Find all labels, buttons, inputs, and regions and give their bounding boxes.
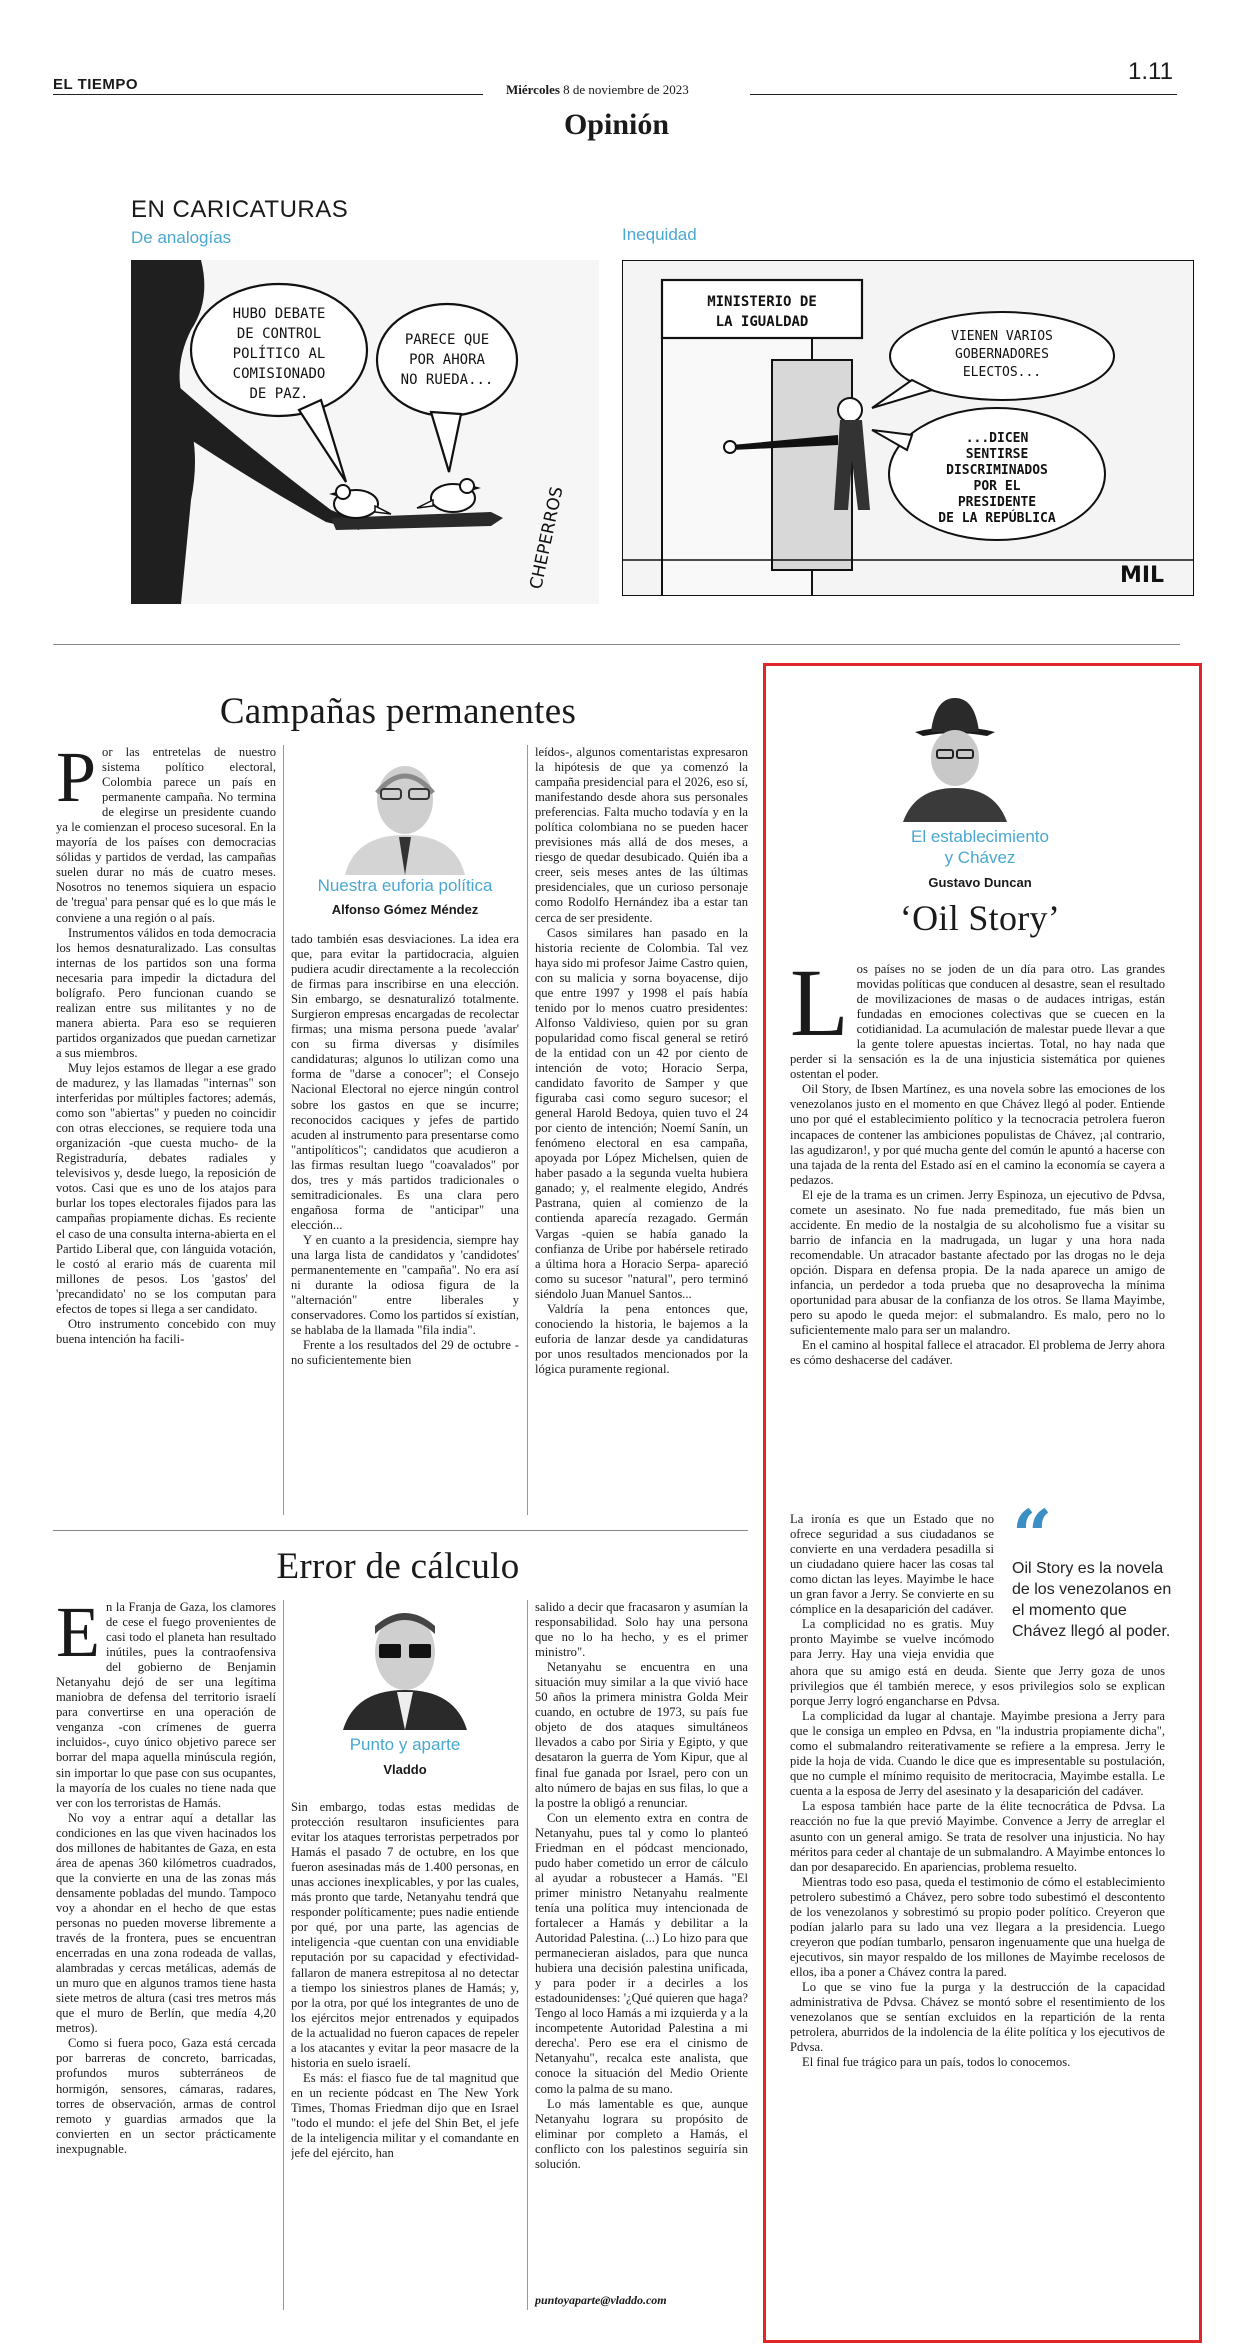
bubble-left-line-3: POLÍTICO AL [232, 346, 326, 362]
issue-date [506, 82, 689, 98]
article1-c1-p1 [56, 745, 276, 926]
article3-body-bottom [790, 1664, 1165, 2324]
article3-author: Gustavo Duncan [928, 875, 1032, 890]
bubble-top-line-1: VIENEN VARIOS [951, 329, 1053, 344]
bubble-top-line-3: ELECTOS... [962, 365, 1042, 380]
bubble-bottom-line-6: DE LA REPÚBLICA [938, 511, 1056, 526]
article3-p6: La complicidad da lugar al chantaje. Mayimbe presiona a Jerry para que le consiga un empleo en Pdvsa, en "la industria propiamente dicha", como el submalandro reiterativamente se refiere a la empresa. Jerry le pide la hoja de vida. Cuando le dice que es impresentable su postulación, que no cumple el mínimo requisito de meritocracia, Mayimbe estalla. Le cuenta a la esposa de Jerry del asesinato y la desaparición del cadáver. [790, 1709, 1165, 1799]
cartoon-right-signature: MIL [1119, 563, 1165, 588]
article1-column-3 [535, 745, 748, 1525]
article3-pull-quote [1012, 1494, 1182, 1642]
article2-c3-p1: salido a decir que fracasaron y asumían la responsabilidad. Solo hay una persona que no lo ha hecho, y es el primer ministro". [535, 1600, 748, 1660]
article2-rule-2 [527, 1600, 528, 2310]
article3-p7: La esposa también hace parte de la élite tecnocrática de Pdvsa. La reacción no fue la que previó Mayimbe. Convence a Jerry de arreglar el asunto con un general amigo. Se trata de resolver una injusticia. No hay méritos para ceder al chantaje de un submalandro. A Mayimbe entonces lo dan por desaparecido. En apariencias, problema resuelto. [790, 1799, 1165, 1874]
header-rule-right [750, 94, 1177, 95]
newspaper-name: EL TIEMPO [53, 76, 139, 93]
pull-quote-text: Oil Story es la novela de los venezolanos en el momento que Chávez llegó al poder. [1012, 1560, 1172, 1640]
article3-headline: ‘Oil Story’ [899, 898, 1061, 938]
article1-c3-p2: Casos similares han pasado en la historia reciente de Colombia. Tal vez haya sido mi profesor Jaime Castro quien, con su malicia y sorna boyacense, dijo que entre 1997 y 1998 el país había tenido por lo menos cuatro presidentes: Alfonso Valdivieso, quien por su gran popularidad como fiscal general se retiró de la entidad con un 42 por ciento de intención de voto; Horacio Serpa, candidato favorito de Samper y que figuraba casi como seguro sucesor; el general Harold Bedoya, quien tuvo el 24 por ciento de intención; Noemí Sanín, un fenómeno electoral en esa campaña, apoyada por López Michelsen, quien de haber pasado a la segunda vuelta hubiera ganado; y, el realmente elegido, Andrés Pastrana, quien al comienzo de la contienda aparecía rezagado. Germán Vargas -quien se había ganado la confianza de Uribe por habérsele retirado a última hora a Horacio Serpa- apareció como su sucesor "natural", pero terminó siéndolo Juan Manuel Santos... [535, 925, 748, 1301]
article2-c2-p1: Sin embargo, todas estas medidas de protección resultaron insuficientes para evitar los ataques terroristas perpetrados por Hamás el pasado 7 de octubre, en los que fueron asesinadas más de 1.400 personas, en unas acciones inexplicables, y por las cuales, más pronto que tarde, Netanyahu tendrá que responder políticamente; pues nadie entiende por qué, por una parte, las agencias de inteligencia -que cuentan con una envidiable reputación por su capacidad y efectividad- fallaron de manera estrepitosa al no detectar a tiempo los siniestros planes de Hamás; y, por la otra, por qué los integrantes de uno de los ejércitos mejor entrenados y equipados de la actualidad no fueron capaces de repeler a los atacantes y evitar la peor masacre de la historia en suelo israelí. [291, 1800, 519, 2070]
article1-c3-p3: Valdría la pena entonces que, conociendo la historia, le bajemos a la euforia de lanzar desde ya candidaturas por unos resultados mencionados por la lógica puramente regional. [535, 1301, 748, 1376]
bubble-right-line-3: NO RUEDA... [400, 372, 494, 388]
section-title: Opinión [563, 108, 670, 141]
article3-p2: Oil Story, de Ibsen Martínez, es una novela sobre las emociones de los venezolanos justo en el momento en que Chávez llegó al poder. Entiende uno por qué el establecimiento político y la tecnocracia petrolera fueron incapaces de contener las ambiciones populistas de Chávez, ¡al contrario, las agudizaron!, y por qué mucha gente del común le apuntó a hacerse con una tajada de la renta del Estado así en el camino la economía se cayera a pedazos. [790, 1082, 1165, 1187]
article1-author: Alfonso Gómez Méndez [331, 902, 479, 917]
article3-body-narrow [790, 1512, 994, 1662]
article3-p9: Lo que se vino fue la purga y la destrucción de la capacidad administrativa de Pdvsa. Chávez se montó sobre el resentimiento de los venezolanos que se sentían excluidos en la repartición de la renta petrolera, aburridos de la indolencia de la élite política y los ejecutivos de Pdvsa. [790, 1979, 1165, 2055]
article1-c2-p2: Y en cuanto a la presidencia, siempre hay una larga lista de candidatos y 'candidotes' permanentemente en "campaña". No era así ni durante la odiosa figura de la "alternación" entre liberales y conservadores. Como los partidos sí existían, se hablaba de la llamada "fila india". [291, 1232, 519, 1338]
article1-column-1 [56, 745, 276, 1525]
article2-column-3 [535, 1600, 748, 2290]
article2-c1-p1 [56, 1600, 276, 1811]
article2-rule-1 [283, 1600, 284, 2310]
bubble-left-line-2: DE CONTROL [236, 326, 322, 342]
ministry-sign-line-1: MINISTERIO DE [707, 294, 817, 310]
bubble-bottom-line-1: ...DICEN [965, 431, 1029, 446]
cartoon-left [131, 260, 599, 604]
article1-headline: Campañas permanentes [219, 691, 577, 732]
bubble-top-line-2: GOBERNADORES [955, 347, 1049, 362]
article3-kicker [770, 826, 1190, 868]
article2-dropcap: E [56, 1600, 100, 1672]
issue-date-text: 8 de noviembre de 2023 [563, 82, 689, 97]
article2-author: Vladdo [383, 1762, 427, 1777]
article3-p4-start: En el camino al hospital fallece el atracador. El problema de Jerry ahora es cómo deshacerse del cadáver. [790, 1338, 1165, 1368]
bubble-left-line-4: COMISIONADO [232, 366, 326, 382]
cartoon-right-caption: Inequidad [622, 225, 697, 244]
article1-kicker: Nuestra euforia política [317, 876, 493, 895]
article3-body-top [790, 962, 1165, 1510]
article2-c3-p3: Con un elemento extra en contra de Netanyahu, pues tal y como lo planteó Friedman en el pódcast mencionado, pudo haber cometido un error de cálculo al ayudar a robustecer a Hamás. "El primer ministro Netanyahu realmente tenía una política muy intencionada de fortalecer a Hamás y debilitar a la Autoridad Palestina. (...) Lo hizo para que permanecieran aislados, para que nunca hubiera una decisión palestina unificada, y para poder ir a decirles a los estadounidenses: '¿Qué quieren que haga? Tengo al loco Hamás a mi izquierda y a la incompetente Autoridad Palestina a mi derecha'. Pero ese era el cinismo de Netanyahu", recalca este analista, que conoce la situación del Medio Oriente como la palma de su mano. [535, 1810, 748, 2096]
page-number: 1.11 [1128, 58, 1173, 85]
article3-author-photo [895, 692, 1015, 822]
bubble-bottom-line-2: SENTIRSE [965, 447, 1029, 462]
article2-c3-p4: Lo más lamentable es que, aunque Netanyahu lograra su propósito de eliminar por completo a Hamás, el conflicto con los palestinos seguiría sin solución. [535, 2096, 748, 2171]
quote-mark-icon: “ [1012, 1494, 1053, 1577]
article2-c2-p2: Es más: el fiasco fue de tal magnitud que en un reciente pódcast en The New York Times, Thomas Friedman dijo que en Israel "todo el mundo: el jefe del Shin Bet, el jefe de la inteligencia militar y el comandante en jefe del ejército, han [291, 2070, 519, 2161]
article1-dropcap: P [56, 745, 97, 817]
bubble-left-line-5: DE PAZ. [249, 386, 309, 402]
article2-column-2 [291, 1800, 519, 2320]
cartoon-left-caption: De analogías [131, 228, 232, 247]
article3-p10: El final fue trágico para un país, todos lo conocemos. [802, 2055, 1071, 2070]
article3-kicker-line-2: y Chávez [944, 848, 1016, 867]
bubble-right-line-1: PARECE QUE [404, 332, 490, 348]
article2-c1-p1-text: n la Franja de Gaza, los clamores de cese el fuego provenientes de casi todo el planeta han resultado inútiles, pues la contraofensiva del gobierno de Benjamin Netanyahu dejó de ser una legítima maniobra de defensa del territorio israelí para convertirse en una operación de venganza -con crímenes de guerra incluidos-, cuyo único objetivo parece ser borrar del mapa aquella minúscula región, sin importar lo que pase con sus ocupantes, la mayoría de los cuales no tiene nada que ver con los terroristas de Hamás. [56, 1600, 276, 1810]
article3-p8: Mientras todo eso pasa, queda el testimonio de cómo el establecimiento petrolero subestimó a Chávez, pero sobre todo subestimó el descontento de los venezolanos y sobrestimó su propio poder político. Creyeron que podían jalarlo para su lado una vez llegara a la presidencia. Luego creyeron que podían tumbarlo, pensaron ingenuamente que una huelga de ejecutivos, sin mayor respaldo de los millones de Mayimbe recelosos de ellos, iba a poner a Chávez contra la pared. [790, 1874, 1165, 1979]
article1-c3-p1: leídos-, algunos comentaristas expresaron la hipótesis de que ya comenzó la campaña presidencial para el 2026, eso sí, manifestando desde ahora sus personales preferencias. Falta mucho todavía y en la política colombiana no se pueden hacer previsiones más allá de dos meses, a riesgo de quedar desubicado. Quién iba a creer, seis meses antes de las últimas presidenciales, que un curioso personaje como Rodolfo Hernández iba a estar tan cerca de ser presidente. [535, 745, 748, 925]
bubble-bottom-line-5: PRESIDENTE [957, 495, 1037, 510]
article1-author-photo [325, 755, 485, 875]
article2-column-1 [56, 1600, 276, 2320]
article2-author-photo [325, 1600, 485, 1730]
article1-c1-p3: Muy lejos estamos de llegar a ese grado de madurez, y las llamadas "internas" son interferidas por múltiples factores; además, como son "abiertas" y pueden no coincidir con otras elecciones, se requiere toda una organización -que cuesta mucho- de la Registraduría, debates radiales y televisivos y, desde luego, la reposición de votos. Casi que es uno de los atajos para burlar los topes electorales fijados para las campañas propiamente dichas. Es reciente el caso de una consulta interna-abierta en el Partido Liberal que, con lánguida votación, le costó al erario más de cuarenta mil millones de pesos. Los 'gastos' del 'precandidato' no se los computan para efectos de topes si llega a ser candidato. [56, 1060, 276, 1316]
article1-c1-p4: Otro instrumento concebido con muy buena intención ha facili- [56, 1316, 276, 1346]
article3-p5-end: ahora que su amigo está en deuda. Siente que Jerry goza de unos privilegios que él también merece, y esos privilegios solo se explican porque Jerry logró engancharse en Pdvsa. [790, 1664, 1165, 1709]
article3-dropcap: L [790, 962, 849, 1056]
article3-p5-start: La complicidad no es gratis. Muy pronto Mayimbe se vuelve incómodo para Jerry. Hay una vieja envidia que [790, 1617, 994, 1662]
article3-p1 [790, 962, 1165, 1082]
article3-kicker-line-1: El establecimiento [911, 827, 1049, 846]
article1-c2-p1: tado también esas desviaciones. La idea era que, para evitar la partidocracia, alguien pudiera acudir directamente a la recolección de firmas para inscribirse en una elección. Sin embargo, se desnaturalizó totalmente. Surgieron empresas encargadas de recolectar firmas; una misma persona puede 'avalar' con su firma diversas y disímiles candidaturas; algunos lo utilizan como una forma de "darse a conocer"; el Consejo Nacional Electoral no ejerce ningún control sobre los gastos en que se incurre; reconocidos caciques y jefes de partido acuden al instrumento para presentarse como "antipolíticos"; candidatos que acudieron a las firmas resultan luego "coavalados" por dos, tres y más partidos tradicionales o semitradicionales. Es una clara pero engañosa forma de "anticipar" una elección... [291, 932, 519, 1232]
article3-p4-rest: La ironía es que un Estado que no ofrece seguridad a sus ciudadanos se convierte en una verdadera pesadilla si un ciudadano quiere hacer las cosas tal como dictan las leyes. Mayimbe le hace un gran favor a Jerry. Se convierte en su cómplice en la desaparición del cadáver. [790, 1512, 994, 1617]
article1-rule-2 [527, 745, 528, 1515]
issue-day: Miércoles [506, 82, 560, 97]
cartoon-right [622, 260, 1194, 596]
bubble-right-line-2: POR AHORA [409, 352, 485, 368]
cartoons-heading: EN CARICATURAS [131, 196, 349, 223]
cartoon-left-signature: CHEPERROS [526, 484, 568, 592]
bubble-bottom-line-3: DISCRIMINADOS [946, 463, 1048, 478]
article1-c2-p3: Frente a los resultados del 29 de octubre -no suficientemente bien [291, 1338, 519, 1368]
articles-divider [53, 1530, 748, 1531]
article2-c3-p2: Netanyahu se encuentra en una situación muy similar a la que vivió hace 50 años la primera ministra Golda Meir cuando, en octubre de 1973, su país fue objeto de dos ataques simultáneos llevados a cabo por Siria y Egipto, y que desataron la guerra de Yom Kipur, que al final fue ganada por Israel, pero con un alto número de bajas en sus filas, lo que a la postre la obligó a renunciar. [535, 1660, 748, 1810]
header-rule-left [53, 94, 483, 95]
cartoon-divider [53, 644, 1180, 645]
bubble-left-line-1: HUBO DEBATE [232, 306, 326, 322]
ministry-sign-line-2: LA IGUALDAD [715, 314, 809, 330]
article1-column-2 [291, 932, 519, 1522]
bubble-bottom-line-4: POR EL [973, 479, 1021, 494]
article2-email[interactable]: puntoyaparte@vladdo.com [535, 2293, 667, 2307]
article3-p3: El eje de la trama es un crimen. Jerry Espinoza, un ejecutivo de Pdvsa, comete un asesinato. No fue nada premeditado, fue más bien un accidente. En medio de la nostalgia de su alcoholismo fue a visitar su barrio de infancia en la madrugada, un lugar y una hora nada recomendable. Un atracador bastante afectado por las drogas no le deja opción. Dispara en defensa propia. De la nada aparece un amigo de infancia, un perdedor a toda prueba que no desaprovecha la mínima oportunidad para abusar de la confianza de los otros. Se llama Mayimbe, pero su apodo le queda mejor: el submalandro. Es malo, pero no lo suficientemente malo para ser un malandro. [790, 1187, 1165, 1338]
article2-c1-p2: No voy a entrar aquí a detallar las condiciones en las que viven hacinados los dos millones de habitantes de Gaza, en esta área de apenas 360 kilómetros cuadrados, que la convierte en una de las zonas más densamente pobladas del mundo. Tampoco voy a ahondar en el hecho de que estas personas no pueden moverse libremente a través de la frontera, pues se encuentran encerradas en una zona rodeada de vallas, alambradas y cercas metálicas, además de un muro que en algunos tramos tiene hasta siete metros de altura (casi tres metros más que el muro de Berlín, que medía 4,20 metros). [56, 1810, 276, 2036]
article3-p1-text: os países no se joden de un día para otro. Las grandes movidas políticas que conducen al desastre, sean el resultado de movilizaciones de masas o de audaces intrigas, están fundadas en emociones colectivas que se cuecen en la cotidianidad. La acumulación de malestar puede llevar a que la gente tolere apuestas inciertas. Total, no hay nada que perder si la sensación es la de una injusticia sistemática por quienes ostentan el poder. [790, 962, 1165, 1082]
article2-c1-p3: Como si fuera poco, Gaza está cercada por barreras de concreto, barricadas, profundos muros subterráneos de hormigón, sensores, cámaras, radares, torres de observación, armas de control remoto y guardias armados que la convierten en un sector prácticamente inexpugnable. [56, 2036, 276, 2156]
article1-c1-p1-text: or las entretelas de nuestro sistema político electoral, Colombia parece un país en permanente campaña. No termina de elegirse un presidente cuando ya le comienzan el proceso sucesoral. En la mayoría de los países con democracias sólidas y partidos de verdad, las campañas suelen durar no más de cuatro meses. Nosotros no tenemos siquiera un espacio de 'tregua' para pensar qué es lo que más le conviene a una región o al país. [56, 745, 276, 925]
article2-kicker: Punto y aparte [349, 1735, 461, 1754]
article2-headline: Error de cálculo [276, 1546, 520, 1587]
article1-rule-1 [283, 745, 284, 1515]
article1-c1-p2: Instrumentos válidos en toda democracia los hemos desnaturalizado. Las consultas internas de los partidos son una forma necesaria para impedir la dictadura del bolígrafo. Pero funcionan cuando se realizan entre sus militantes y no de manera abierta. Para eso se requieren partidos organizados que puedan carnetizar a sus miembros. [56, 925, 276, 1060]
